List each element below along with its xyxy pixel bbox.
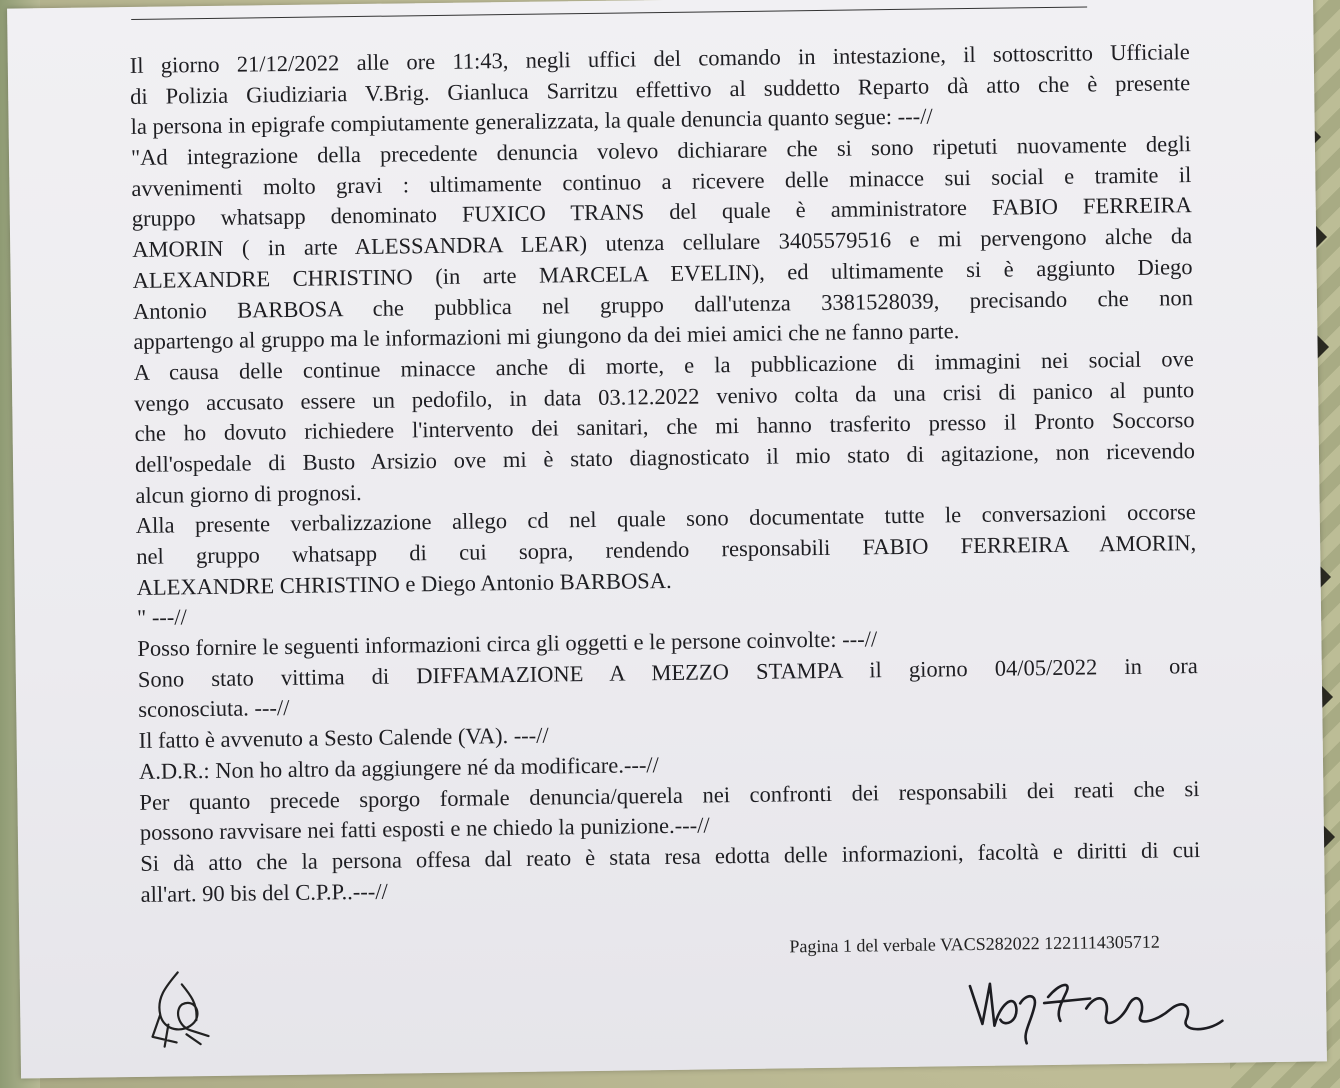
document-line: alcun giorno di prognosi. xyxy=(135,479,362,508)
document-line: di Polizia Giudiziaria V.Brig. Gianluca Sarritzu effettivo al suddetto Reparto dà atto che è presente xyxy=(130,69,1191,109)
page-footer: Pagina 1 del verbale VACS282022 1221114305712 xyxy=(789,931,1160,957)
document-line: ALEXANDRE CHRISTINO e Diego Antonio BARBOSA. xyxy=(136,567,672,600)
document-body xyxy=(130,37,1201,910)
document-line: "Ad integrazione della precedente denuncia volevo dichiarare che si sono ripetuti nuovamente degli xyxy=(130,131,1192,171)
signature-left xyxy=(138,964,229,1055)
document-line: A causa delle continue minacce anche di morte, e la pubblicazione di immagini nei social ove xyxy=(133,345,1194,385)
document-line: Il giorno 21/12/2022 alle ore 11:43, negli uffici del comando in intestazione, il sottoscritto Ufficiale xyxy=(129,39,1190,78)
document-line: vengo accusato essere un pedofilo, in data 03.12.2022 venivo colta da una crisi di panico al punto xyxy=(134,376,1195,416)
document-line: AMORIN ( in arte ALESSANDRA LEAR) utenza cellulare 3405579516 e mi pervengono alche da xyxy=(132,223,1193,263)
document-line: sconosciuta. ---// xyxy=(138,695,290,723)
document-page xyxy=(7,0,1327,1079)
document-line: all'art. 90 bis del C.P.P..---// xyxy=(140,878,388,907)
document-line: Per quanto precede sporgo formale denuncia/querela nei confronti dei responsabili dei reati che si xyxy=(139,775,1200,815)
document-line: Antonio BARBOSA che pubblica nel gruppo dall'utenza 3381528039, precisando che non xyxy=(132,284,1194,324)
document-line: Alla presente verbalizzazione allego cd nel quale sono documentate tutte le conversazioni occorse xyxy=(135,499,1196,539)
document-line: appartengo al gruppo ma le informazioni mi giungono da dei miei amici che ne fanno parte. xyxy=(133,318,960,355)
document-line: A.D.R.: Non ho altro da aggiungere né da modificare.---// xyxy=(138,751,660,784)
signature-right xyxy=(960,960,1251,1054)
document-line: Il fatto è avvenuto a Sesto Calende (VA). ---// xyxy=(138,722,549,754)
header-rule xyxy=(131,6,1087,20)
document-line: ALEXANDRE CHRISTINO (in arte MARCELA EVELIN), ed ultimamente si è aggiunto Diego xyxy=(132,253,1193,293)
document-line: Posso fornire le seguenti informazioni circa gli oggetti e le persone coinvolte: ---// xyxy=(137,626,878,662)
document-line: " ---// xyxy=(136,604,187,631)
document-line: gruppo whatsapp denominato FUXICO TRANS del quale è amministratore FABIO FERREIRA xyxy=(131,192,1192,232)
document-line: nel gruppo whatsapp di cui sopra, rendendo responsabili FABIO FERREIRA AMORIN, xyxy=(136,530,1197,569)
document-line: Sono stato vittima di DIFFAMAZIONE A MEZZO STAMPA il giorno 04/05/2022 in ora xyxy=(137,652,1198,692)
document-line: che ho dovuto richiedere l'intervento dei sanitari, che mi hanno trasferito presso il Pronto Soccorso xyxy=(134,407,1195,447)
document-line: avvenimenti molto gravi : ultimamente continuo a ricevere delle minacce sui social e tramite il xyxy=(131,161,1192,201)
document-line: Si dà atto che la persona offesa dal reato è stata resa edotta delle informazioni, facoltà e diritti di cui xyxy=(140,836,1201,876)
document-line: dell'ospedale di Busto Arsizio ove mi è stato diagnosticato il mio stato di agitazione, non ricevendo xyxy=(134,438,1196,477)
document-line: possono ravvisare nei fatti esposti e ne chiedo la punizione.---// xyxy=(139,812,710,846)
document-line: la persona in epigrafe compiutamente generalizzata, la quale denuncia quanto segue: ---// xyxy=(130,103,933,140)
